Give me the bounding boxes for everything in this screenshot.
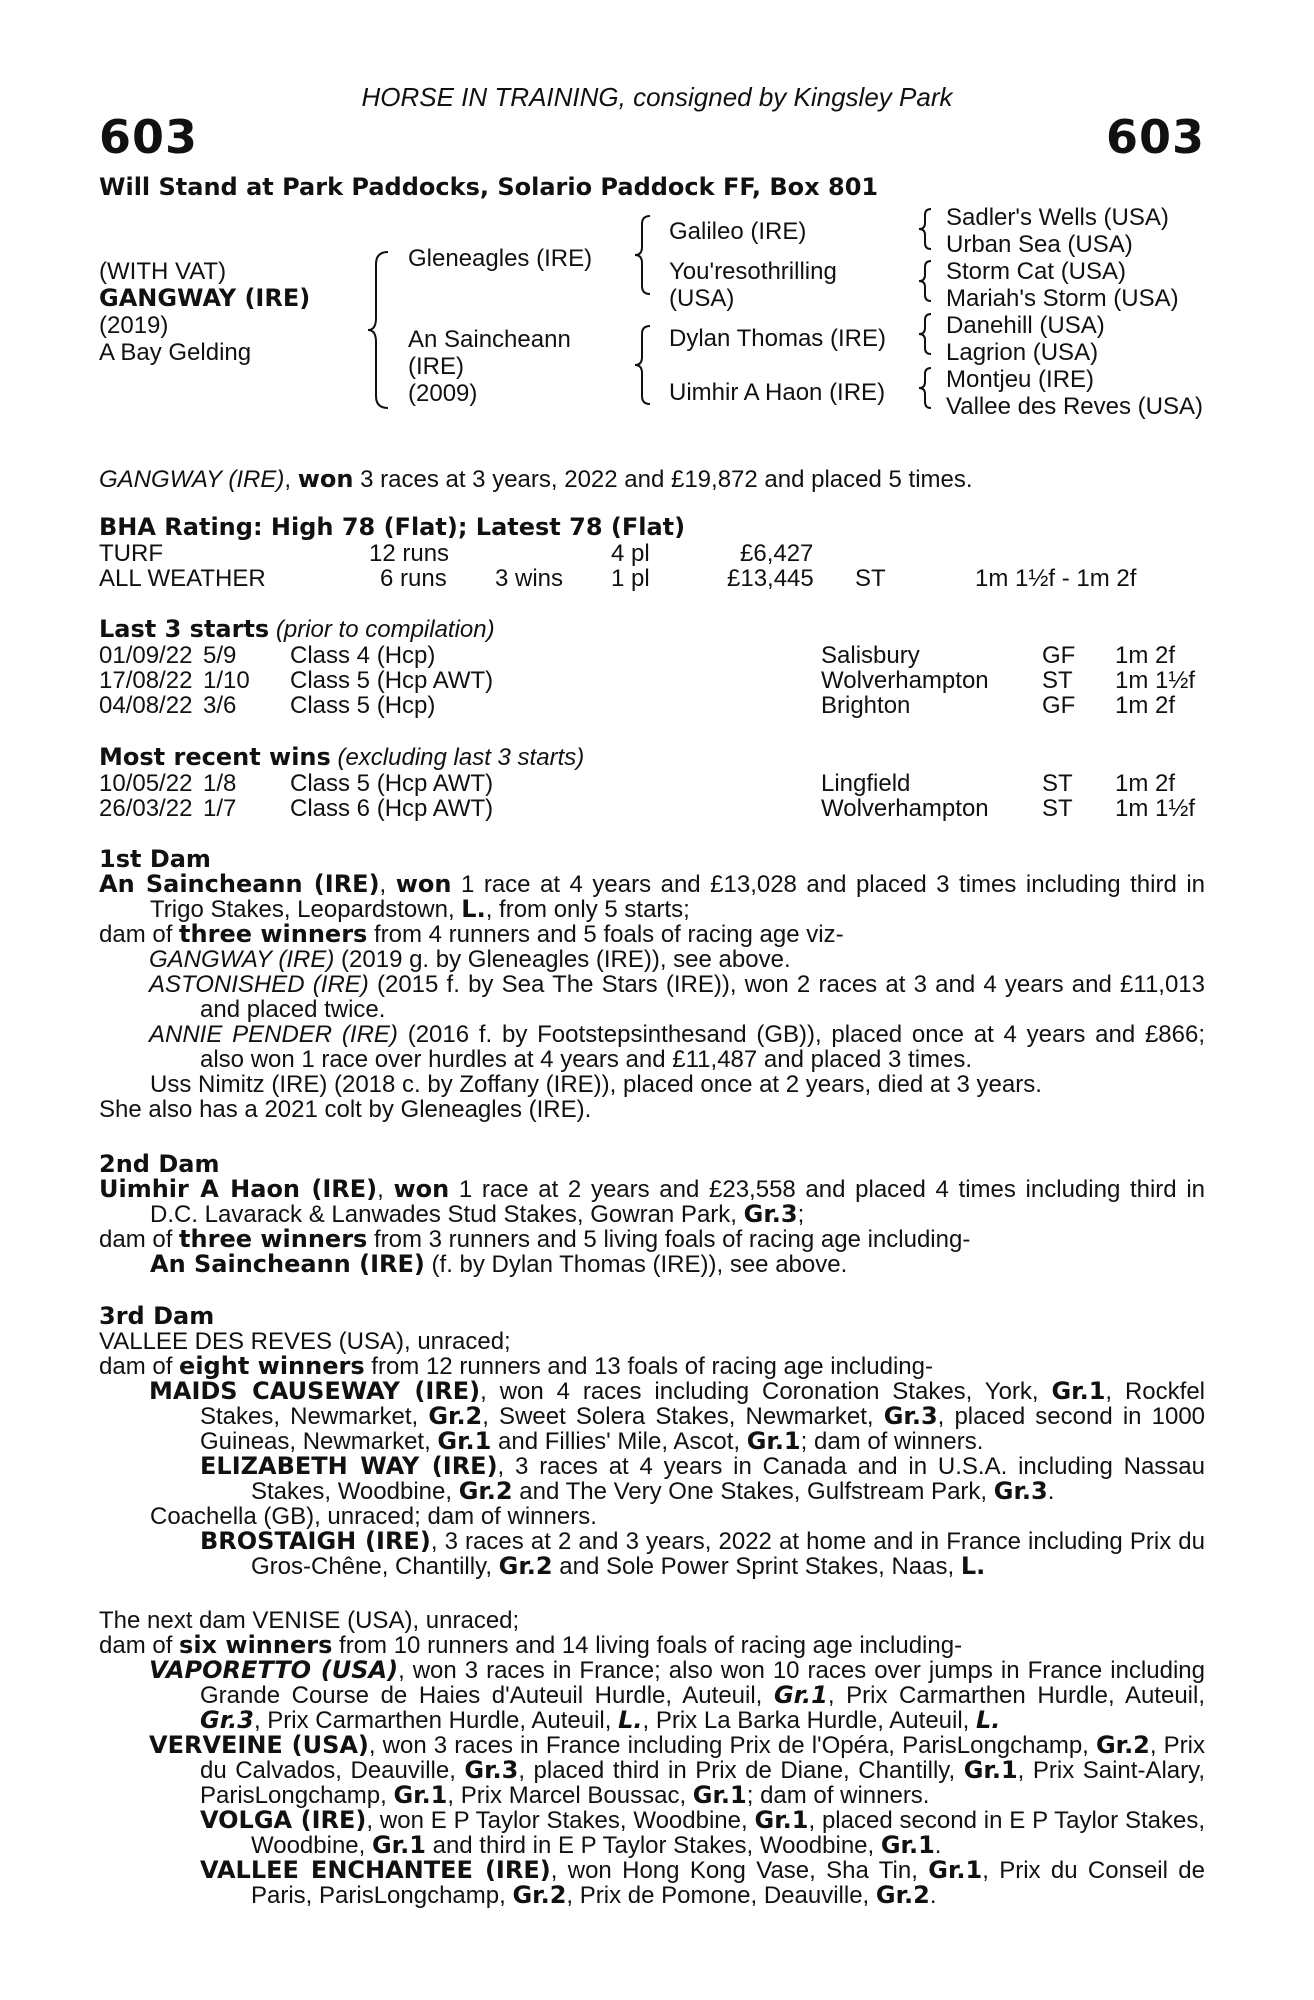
vol-g1: Gr.1	[754, 1806, 809, 1834]
aw-runs: 6 runs	[380, 565, 447, 592]
turf-money: £6,427	[740, 540, 814, 567]
maids-c: , Sweet Solera Stakes, Newmarket,	[482, 1403, 884, 1430]
gen3-7: Montjeu (IRE)	[946, 366, 1095, 393]
ver-f: ; dam of winners.	[746, 1782, 930, 1809]
produce-maids-causeway	[99, 1379, 1205, 1454]
sire-dam	[669, 258, 837, 312]
eliz-name: ELIZABETH WAY (IRE)	[200, 1452, 498, 1480]
dam-dam: Uimhir A Haon (IRE)	[669, 379, 886, 406]
bro-listed: L.	[960, 1552, 986, 1580]
third-dam-heading: 3rd Dam	[99, 1302, 215, 1330]
ver-c: , placed third in Prix de Diane, Chantilly,	[518, 1757, 964, 1784]
ver-g5: Gr.1	[692, 1781, 747, 1809]
first-dam-damof: dam of	[99, 921, 180, 948]
ver-a: , won 3 races in France including Prix de l'Opéra, ParisLongchamp,	[368, 1732, 1096, 1759]
third-dam-produce	[99, 1354, 1205, 1379]
dam-name-line1: An Saincheann	[408, 326, 571, 353]
produce-an-saincheann	[99, 1252, 1205, 1277]
aw-placed: 1 pl	[611, 565, 650, 592]
first-dam-listed: L.	[461, 895, 486, 923]
form-cls: Class 6 (Hcp AWT)	[290, 795, 494, 822]
eliz-g1: Gr.2	[458, 1477, 513, 1505]
vap-g1: Gr.1	[773, 1681, 828, 1709]
form-going: GF	[1042, 642, 1076, 669]
lot-number-left: 603	[99, 110, 199, 164]
first-dam-heading: 1st Dam	[99, 845, 211, 873]
race-summary	[99, 465, 973, 494]
produce-vallee-enchantee	[99, 1858, 1205, 1908]
ver-g3: Gr.1	[963, 1756, 1018, 1784]
turf-placed: 4 pl	[611, 540, 650, 567]
val-name: VALLEE ENCHANTEE (IRE)	[200, 1856, 551, 1884]
form-dist: 1m 1½f	[1115, 667, 1196, 694]
aw-row	[99, 565, 1205, 590]
aw-label: ALL WEATHER	[99, 565, 266, 592]
summary-horse-name: GANGWAY (IRE)	[99, 466, 285, 493]
third-dam-section	[99, 1304, 1205, 1579]
form-course: Wolverhampton	[821, 795, 989, 822]
produce-astonished-text: (2015 f. by Sea The Stars (IRE)), won 2 races at 3 and 4 years and £11,013 and placed twice.	[200, 971, 1206, 1023]
third-generation	[946, 204, 1203, 420]
produce-verveine	[99, 1733, 1205, 1808]
recent-wins-heading	[99, 745, 1205, 770]
horse-name: GANGWAY (IRE)	[99, 284, 311, 312]
produce-astonished	[99, 972, 1205, 1022]
produce-gangway	[99, 947, 1205, 972]
rating-heading: BHA Rating: High 78 (Flat); Latest 78 (Flat)	[99, 513, 686, 541]
ver-g2: Gr.3	[464, 1756, 519, 1784]
vap-name: VAPORETTO (USA)	[149, 1656, 399, 1684]
val-g3: Gr.2	[875, 1881, 930, 1909]
form-date: 17/08/22	[99, 667, 193, 694]
third-dam-damof: dam of	[99, 1353, 180, 1380]
second-dam-won: won	[393, 1175, 450, 1203]
ver-b: , Prix du Calvados, Deauville,	[200, 1732, 1205, 1784]
ver-g1: Gr.2	[1095, 1731, 1150, 1759]
produce-an-saincheann-name: An Saincheann (IRE)	[150, 1250, 425, 1278]
aw-going: ST	[855, 565, 886, 592]
lot-number-right: 603	[1105, 110, 1205, 164]
pedigree-brace-1	[368, 250, 392, 410]
val-b: , Prix du Conseil de Paris, ParisLongchamp,	[251, 1857, 1206, 1909]
gen3-6: Lagrion (USA)	[946, 339, 1099, 366]
last-starts-table	[99, 642, 1205, 717]
turf-runs: 12 runs	[369, 540, 450, 567]
first-dam-section	[99, 847, 1205, 1122]
summary-sep: ,	[284, 466, 298, 493]
pedigree-brace-3	[634, 324, 654, 406]
last-starts-heading	[99, 617, 1205, 642]
last-starts-note: (prior to compilation)	[269, 616, 495, 643]
produce-uss-nimitz: Uss Nimitz (IRE) (2018 c. by Zoffany (IRE)), placed once at 2 years, died at 3 years.	[150, 1071, 1042, 1098]
form-course: Wolverhampton	[821, 667, 989, 694]
aw-wins: 3 wins	[495, 565, 564, 592]
pedigree-brace-5	[918, 259, 934, 303]
maids-a: , won 4 races including Coronation Stakes, York,	[480, 1378, 1052, 1405]
first-dam-damof-rest: from 4 runners and 5 foals of racing age viz-	[367, 921, 844, 948]
dam-name-line2: (IRE)	[408, 353, 464, 380]
sire-sire: Galileo (IRE)	[669, 218, 807, 245]
stand-location: Will Stand at Park Paddocks, Solario Paddock FF, Box 801	[99, 173, 879, 201]
first-dam-name: An Saincheann (IRE)	[99, 870, 380, 898]
first-dam-record: An Saincheann (IRE), won 1 race at 4 years and £13,028 and placed 3 times including third in Trigo Stakes, Leopardstown, L., from only 5 starts;	[99, 870, 1205, 923]
val-a: , won Hong Kong Vase, Sha Tin,	[550, 1857, 929, 1884]
recent-wins-table	[99, 770, 1205, 820]
bro-a: , 3 races at 2 and 3 years, 2022 at home and in France including Prix du Gros-Chêne, Chantilly,	[251, 1528, 1206, 1580]
form-dist: 1m 2f	[1115, 770, 1176, 797]
second-dam-winners: three winners	[179, 1225, 368, 1253]
first-dam-won: won	[395, 870, 452, 898]
horse-description: A Bay Gelding	[99, 339, 252, 366]
form-date: 10/05/22	[99, 770, 193, 797]
bro-g1: Gr.2	[498, 1552, 553, 1580]
form-pos: 1/8	[203, 770, 237, 797]
form-course: Lingfield	[821, 770, 911, 797]
turf-label: TURF	[99, 540, 163, 567]
gen3-4: Mariah's Storm (USA)	[946, 285, 1179, 312]
horse-identity	[99, 258, 310, 366]
third-dam-line1: VALLEE DES REVES (USA), unraced;	[99, 1328, 511, 1355]
vol-b: , placed second in E P Taylor Stakes, Woodbine,	[251, 1807, 1206, 1859]
maids-e: and Fillies' Mile, Ascot,	[491, 1428, 747, 1455]
sire-dam-line1: You'resothrilling	[669, 258, 837, 285]
form-cls: Class 4 (Hcp)	[290, 642, 436, 669]
recent-wins-section	[99, 745, 1205, 820]
third-dam-winners: eight winners	[179, 1352, 365, 1380]
form-row	[99, 795, 1205, 820]
form-row	[99, 692, 1205, 717]
next-dam-winners: six winners	[179, 1631, 333, 1659]
form-pos: 1/10	[203, 667, 250, 694]
vat-note: (WITH VAT)	[99, 258, 227, 285]
vap-g2: Gr.3	[200, 1706, 254, 1734]
bro-b: and Sole Power Sprint Stakes, Naas,	[552, 1553, 961, 1580]
second-dam-damof: dam of	[99, 1226, 180, 1253]
catalogue-header: HORSE IN TRAINING, consigned by Kingsley Park	[361, 82, 953, 112]
produce-annie-pender-name: ANNIE PENDER (IRE)	[149, 1021, 398, 1048]
dam-block	[408, 326, 571, 407]
form-date: 01/09/22	[99, 642, 193, 669]
second-dam-name: Uimhir A Haon (IRE)	[99, 1175, 378, 1203]
dam-sire: Dylan Thomas (IRE)	[669, 325, 886, 352]
summary-won: won	[297, 465, 354, 493]
gen3-8: Vallee des Reves (USA)	[946, 393, 1203, 420]
next-dam-damof: dam of	[99, 1632, 180, 1659]
val-g1: Gr.1	[928, 1856, 983, 1884]
form-course: Brighton	[821, 692, 911, 719]
form-date: 04/08/22	[99, 692, 193, 719]
sire: Gleneagles (IRE)	[408, 245, 593, 272]
form-dist: 1m 2f	[1115, 642, 1176, 669]
first-dam-also: She also has a 2021 colt by Gleneagles (IRE).	[99, 1096, 592, 1123]
vap-d: , Prix La Barka Hurdle, Auteuil,	[642, 1707, 977, 1734]
last-starts-title: Last 3 starts	[99, 615, 270, 643]
produce-an-saincheann-text: (f. by Dylan Thomas (IRE)), see above.	[424, 1251, 848, 1278]
val-g2: Gr.2	[512, 1881, 567, 1909]
second-dam-grade: Gr.3	[743, 1200, 798, 1228]
second-dam-section	[99, 1152, 1205, 1277]
ver-e: , Prix Marcel Boussac,	[447, 1782, 693, 1809]
form-dist: 1m 1½f	[1115, 795, 1196, 822]
next-dam-damof-rest: from 10 runners and 14 living foals of racing age including-	[332, 1632, 963, 1659]
ver-g4: Gr.1	[393, 1781, 448, 1809]
maids-g1: Gr.1	[1051, 1377, 1106, 1405]
produce-annie-pender-text: (2016 f. by Footstepsinthesand (GB)), placed once at 4 years and £866; also won 1 race over hurdles at 4 years and £11,487 and placed 3 times.	[200, 1021, 1206, 1073]
maids-g2: Gr.2	[428, 1402, 483, 1430]
form-pos: 5/9	[203, 642, 237, 669]
dam-year: (2009)	[408, 380, 478, 407]
produce-coachella: Coachella (GB), unraced; dam of winners.	[150, 1503, 597, 1530]
form-pos: 3/6	[203, 692, 237, 719]
form-going: ST	[1042, 770, 1073, 797]
val-d: .	[929, 1882, 937, 1909]
maids-f: ; dam of winners.	[800, 1428, 984, 1455]
form-pos: 1/7	[203, 795, 237, 822]
bro-name: BROSTAIGH (IRE)	[200, 1527, 431, 1555]
form-cls: Class 5 (Hcp AWT)	[290, 667, 494, 694]
rating-section	[99, 515, 1205, 590]
eliz-a: , 3 races at 4 years in Canada and in U.S.A. including Nassau Stakes, Woodbine,	[251, 1453, 1206, 1505]
summary-text: 3 races at 3 years, 2022 and £19,872 and placed 5 times.	[353, 466, 973, 493]
aw-money: £13,445	[727, 565, 814, 592]
form-cls: Class 5 (Hcp)	[290, 692, 436, 719]
next-dam-section	[99, 1608, 1205, 1908]
aw-distance: 1m 1½f - 1m 2f	[975, 565, 1137, 592]
vap-l2: L.	[976, 1706, 1001, 1734]
maids-g3: Gr.3	[883, 1402, 938, 1430]
first-dam-text: 1 race at 4 years and £13,028 and placed 3 times including third in Trigo Stakes, Leopardstown,	[150, 871, 1205, 923]
form-going: ST	[1042, 795, 1073, 822]
form-going: ST	[1042, 667, 1073, 694]
maids-name: MAIDS CAUSEWAY (IRE)	[149, 1377, 481, 1405]
val-c: , Prix de Pomone, Deauville,	[566, 1882, 876, 1909]
produce-volga	[99, 1808, 1205, 1858]
vol-d: .	[934, 1832, 942, 1859]
turf-row	[99, 540, 1205, 565]
maids-g4: Gr.1	[437, 1427, 492, 1455]
eliz-b: and The Very One Stakes, Gulfstream Park,	[512, 1478, 994, 1505]
form-dist: 1m 2f	[1115, 692, 1176, 719]
last-starts-section	[99, 617, 1205, 717]
gen3-3: Storm Cat (USA)	[946, 258, 1127, 285]
maids-d: , placed second in 1000 Guineas, Newmarket,	[200, 1403, 1206, 1455]
vap-l1: L.	[618, 1706, 643, 1734]
form-going: GF	[1042, 692, 1076, 719]
horse-year: (2019)	[99, 312, 169, 339]
vol-c: and third in E P Taylor Stakes, Woodbine,	[425, 1832, 881, 1859]
second-dam-record: Uimhir A Haon (IRE), won 1 race at 2 years and £23,558 and placed 4 times including third in D.C. Lavarack & Lanwades Stud Stakes, Gowran Park, Gr.3;	[99, 1175, 1205, 1228]
vol-name: VOLGA (IRE)	[200, 1806, 367, 1834]
second-dam-text-end: ;	[797, 1201, 805, 1228]
form-row	[99, 642, 1205, 667]
second-dam-damof-rest: from 3 runners and 5 living foals of racing age including-	[367, 1226, 971, 1253]
ver-d: , Prix Saint-Alary, ParisLongchamp,	[200, 1757, 1206, 1809]
produce-annie-pender	[99, 1022, 1205, 1072]
vol-g3: Gr.1	[880, 1831, 935, 1859]
pedigree-brace-6	[918, 312, 934, 356]
first-dam-winners: three winners	[179, 920, 368, 948]
produce-gangway-name: GANGWAY (IRE)	[149, 946, 335, 973]
third-dam-damof-rest: from 12 runners and 13 foals of racing age including-	[364, 1353, 933, 1380]
sire-dam-line2: (USA)	[669, 285, 735, 312]
gen3-1: Sadler's Wells (USA)	[946, 204, 1169, 231]
pedigree-brace-2	[634, 214, 654, 296]
form-course: Salisbury	[821, 642, 920, 669]
vap-b: , Prix Carmarthen Hurdle, Auteuil,	[827, 1682, 1205, 1709]
form-row	[99, 667, 1205, 692]
second-dam-heading: 2nd Dam	[99, 1150, 220, 1178]
ver-name: VERVEINE (USA)	[149, 1731, 369, 1759]
eliz-g2: Gr.3	[993, 1477, 1048, 1505]
next-dam-produce	[99, 1633, 1205, 1658]
vap-c: , Prix Carmarthen Hurdle, Auteuil,	[253, 1707, 619, 1734]
first-dam-produce	[99, 922, 1205, 947]
maids-g5: Gr.1	[746, 1427, 801, 1455]
maids-b: , Rockfel Stakes, Newmarket,	[200, 1378, 1205, 1430]
pedigree-brace-4	[918, 207, 934, 251]
gen3-2: Urban Sea (USA)	[946, 231, 1133, 258]
second-dam-text: 1 race at 2 years and £23,558 and placed 4 times including third in D.C. Lavarack & Lanwades Stud Stakes, Gowran Park,	[150, 1176, 1205, 1228]
first-dam-text-end: , from only 5 starts;	[485, 896, 690, 923]
recent-wins-note: (excluding last 3 starts)	[330, 744, 585, 771]
produce-astonished-name: ASTONISHED (IRE)	[149, 971, 369, 998]
next-dam-line1: The next dam VENISE (USA), unraced;	[99, 1607, 520, 1634]
form-row	[99, 770, 1205, 795]
produce-vaporetto	[99, 1658, 1205, 1733]
pedigree-brace-7	[918, 366, 934, 410]
gen3-5: Danehill (USA)	[946, 312, 1105, 339]
produce-brostaigh	[99, 1529, 1205, 1579]
vol-g2: Gr.1	[371, 1831, 426, 1859]
produce-elizabeth-way	[99, 1454, 1205, 1504]
vap-a: , won 3 races in France; also won 10 races over jumps in France including Grande Course de Haies d'Auteuil Hurdle, Auteuil,	[200, 1657, 1205, 1709]
form-date: 26/03/22	[99, 795, 193, 822]
form-cls: Class 5 (Hcp AWT)	[290, 770, 494, 797]
produce-gangway-text: (2019 g. by Gleneagles (IRE)), see above.	[334, 946, 791, 973]
recent-wins-title: Most recent wins	[99, 743, 331, 771]
vol-a: , won E P Taylor Stakes, Woodbine,	[366, 1807, 755, 1834]
eliz-c: .	[1047, 1478, 1055, 1505]
second-dam-produce	[99, 1227, 1205, 1252]
